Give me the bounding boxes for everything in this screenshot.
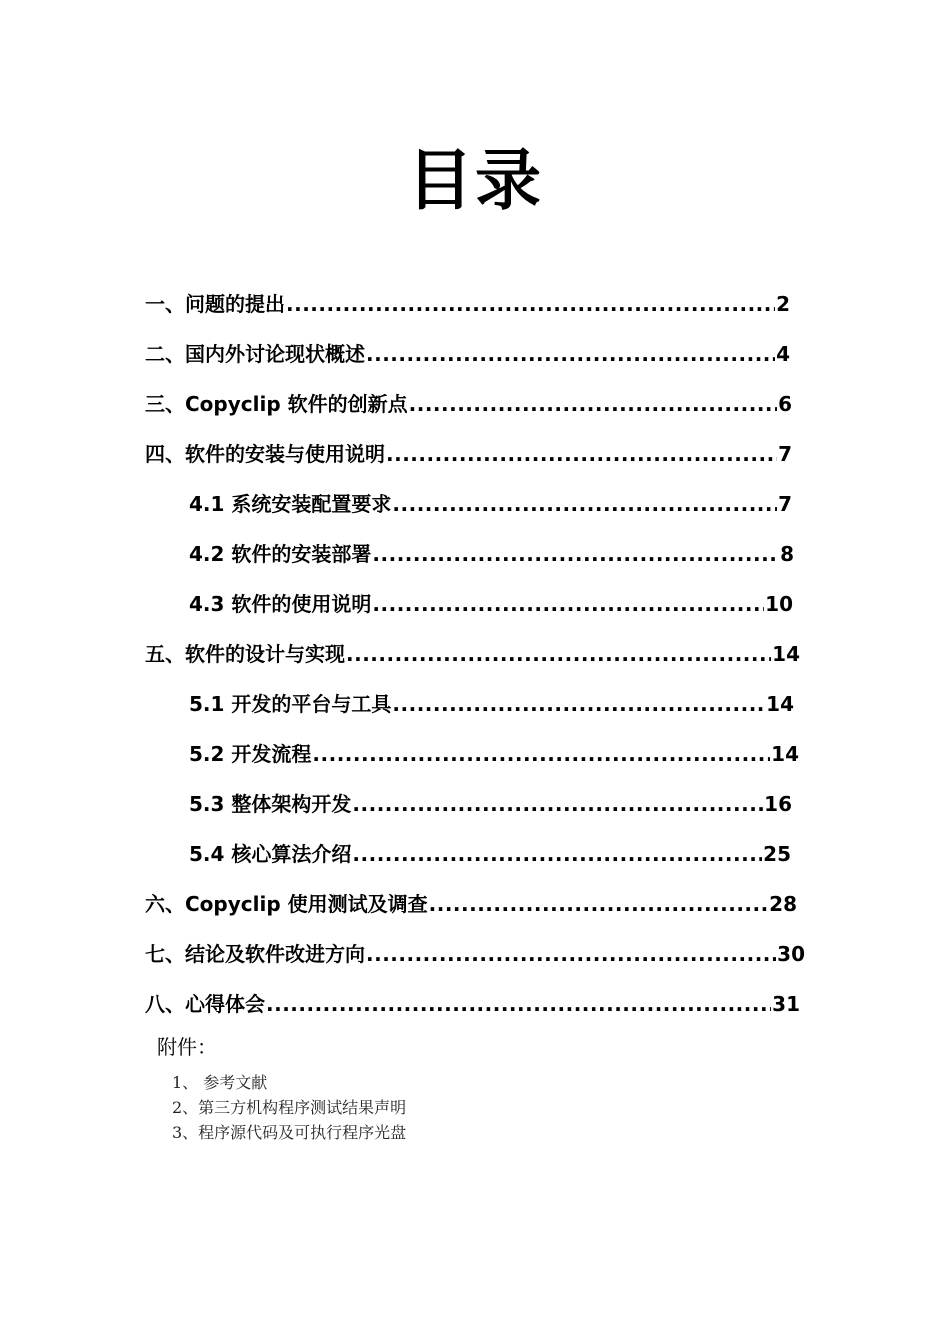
toc-leader-dots <box>372 542 779 566</box>
toc-entry-label: 4.3 软件的使用说明 <box>189 592 372 616</box>
toc-entry-page: 7 <box>778 442 792 466</box>
toc-entry-label: 4.2 软件的安装部署 <box>189 542 372 566</box>
toc-entry-4-2[interactable] <box>189 530 794 566</box>
toc-leader-dots <box>429 892 769 916</box>
toc-entry-page: 10 <box>765 592 793 616</box>
attachments-list <box>172 1070 406 1145</box>
attachments-label: 附件： <box>157 1035 217 1059</box>
toc-leader-dots <box>352 842 762 866</box>
toc-entry-page: 31 <box>772 992 800 1016</box>
toc-entry-5-3[interactable] <box>189 780 792 816</box>
toc-entry-page: 28 <box>769 892 797 916</box>
toc-entry-3[interactable] <box>145 380 792 416</box>
toc-leader-dots <box>366 342 775 366</box>
toc-leader-dots <box>346 642 771 666</box>
toc-entry-page: 14 <box>771 742 799 766</box>
toc-entry-4[interactable] <box>145 430 792 466</box>
toc-leader-dots <box>392 692 765 716</box>
toc-entry-label: 5.3 整体架构开发 <box>189 792 352 816</box>
toc-entry-page: 14 <box>766 692 794 716</box>
toc-entry-label: 七、结论及软件改进方向 <box>145 942 365 966</box>
toc-leader-dots <box>392 492 777 516</box>
toc-entry-page: 2 <box>776 292 790 316</box>
toc-entry-label: 六、Copyclip 使用测试及调查 <box>145 892 428 916</box>
toc-entry-page: 14 <box>772 642 800 666</box>
toc-leader-dots <box>266 992 771 1016</box>
toc-entry-5[interactable] <box>145 630 800 666</box>
toc-entry-label: 八、心得体会 <box>145 992 265 1016</box>
toc-entry-label: 二、国内外讨论现状概述 <box>145 342 365 366</box>
toc-entry-page: 16 <box>764 792 792 816</box>
toc-entry-8[interactable] <box>145 980 800 1016</box>
toc-leader-dots <box>352 792 763 816</box>
toc-entry-label: 一、问题的提出 <box>145 292 285 316</box>
toc-entry-label: 5.4 核心算法介绍 <box>189 842 352 866</box>
toc-leader-dots <box>372 592 764 616</box>
toc-entry-page: 4 <box>776 342 790 366</box>
toc-entry-4-1[interactable] <box>189 480 792 516</box>
toc-entry-page: 7 <box>778 492 792 516</box>
toc-entry-label: 五、软件的设计与实现 <box>145 642 345 666</box>
toc-entry-page: 6 <box>778 392 792 416</box>
toc-entry-4-3[interactable] <box>189 580 793 616</box>
table-of-contents <box>0 280 950 1020</box>
toc-entry-label: 5.1 开发的平台与工具 <box>189 692 392 716</box>
toc-entry-page: 30 <box>777 942 805 966</box>
toc-leader-dots <box>312 742 770 766</box>
toc-entry-page: 25 <box>763 842 791 866</box>
toc-entry-5-4[interactable] <box>189 830 791 866</box>
toc-entry-page: 8 <box>780 542 794 566</box>
toc-entry-label: 三、Copyclip 软件的创新点 <box>145 392 408 416</box>
toc-entry-2[interactable] <box>145 330 790 366</box>
toc-entry-label: 5.2 开发流程 <box>189 742 312 766</box>
toc-entry-label: 4.1 系统安装配置要求 <box>189 492 392 516</box>
page-title: 目录 <box>407 141 543 219</box>
toc-leader-dots <box>409 392 777 416</box>
attachment-item: 1、 参考文献 <box>172 1073 268 1092</box>
toc-entry-5-1[interactable] <box>189 680 794 716</box>
toc-entry-label: 四、软件的安装与使用说明 <box>145 442 385 466</box>
toc-entry-1[interactable] <box>145 280 790 316</box>
toc-leader-dots <box>386 442 777 466</box>
attachment-item: 2、第三方机构程序测试结果声明 <box>172 1098 407 1117</box>
toc-entry-6[interactable] <box>145 880 797 916</box>
toc-entry-7[interactable] <box>145 930 805 966</box>
toc-entry-5-2[interactable] <box>189 730 799 766</box>
toc-leader-dots <box>286 292 775 316</box>
toc-leader-dots <box>366 942 776 966</box>
attachment-item: 3、程序源代码及可执行程序光盘 <box>172 1123 407 1142</box>
